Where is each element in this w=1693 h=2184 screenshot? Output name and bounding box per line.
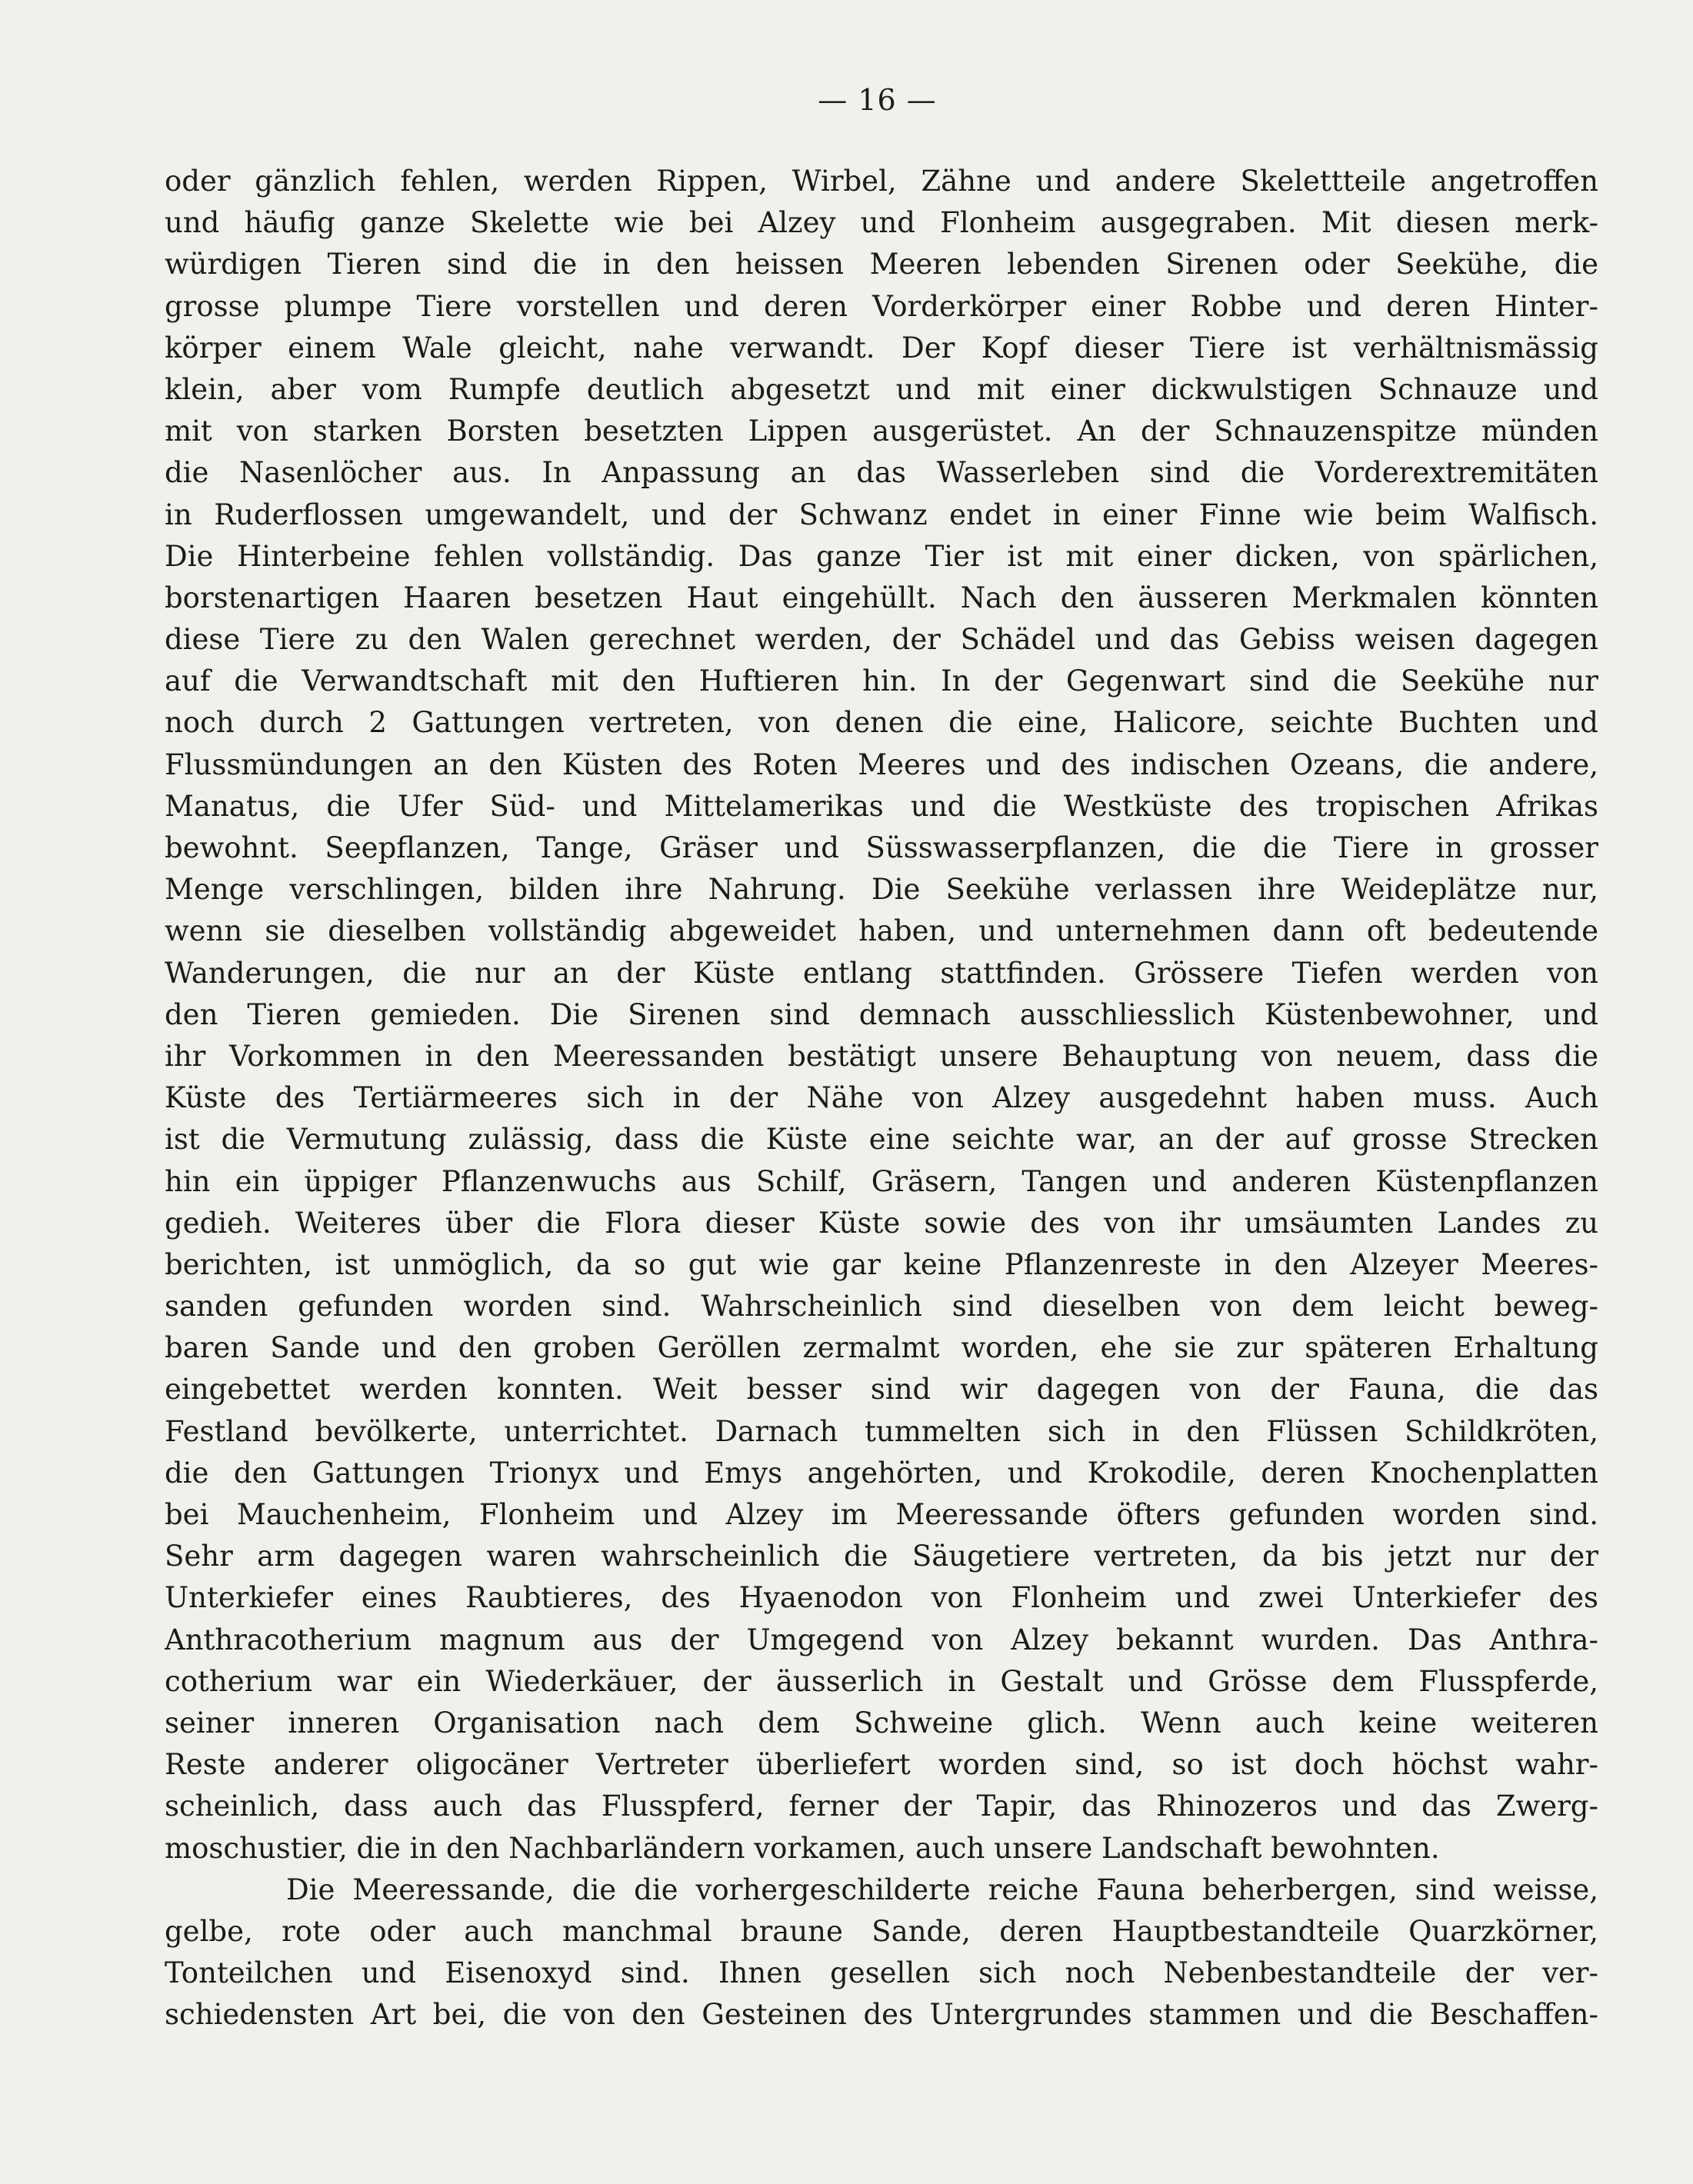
text-line: Menge verschlingen, bilden ihre Nahrung. Die Seekühe verlassen ihre Weideplätze nur,: [165, 873, 1598, 907]
text-line: auf die Verwandtschaft mit den Huftieren hin. In der Gegenwart sind die Seekühe nur: [165, 664, 1598, 698]
page-number: — 16 —: [818, 83, 937, 117]
text-line: Reste anderer oligocäner Vertreter überliefert worden sind, so ist doch höchst wahr-: [165, 1748, 1598, 1782]
text-line: bei Mauchenheim, Flonheim und Alzey im Meeressande öfters gefunden worden sind.: [165, 1498, 1598, 1531]
text-line: schiedensten Art bei, die von den Gesteinen des Untergrundes stammen und die Beschaffen-: [165, 1998, 1598, 2032]
text-line: Anthracotherium magnum aus der Umgegend von Alzey bekannt wurden. Das Anthra-: [165, 1623, 1598, 1656]
text-line: borstenartigen Haaren besetzen Haut eingehüllt. Nach den äusseren Merkmalen könnten: [165, 581, 1598, 614]
text-line: Die Hinterbeine fehlen vollständig. Das ganze Tier ist mit einer dicken, von spärlichen,: [165, 539, 1598, 573]
text-line: die Nasenlöcher aus. In Anpassung an das Wasserleben sind die Vorderextremitäten: [165, 456, 1598, 490]
text-line: gelbe, rote oder auch manchmal braune Sande, deren Hauptbestandteile Quarzkörner,: [165, 1914, 1598, 1948]
text-line: die den Gattungen Trionyx und Emys angehörten, und Krokodile, deren Knochenplatten: [165, 1456, 1598, 1490]
text-line: grosse plumpe Tiere vorstellen und deren Vorderkörper einer Robbe und deren Hinter-: [165, 289, 1598, 323]
text-line: klein, aber vom Rumpfe deutlich abgesetzt und mit einer dickwulstigen Schnauze und: [165, 372, 1598, 406]
text-line: den Tieren gemieden. Die Sirenen sind demnach ausschliesslich Küstenbewohner, und: [165, 997, 1598, 1031]
text-line: Unterkiefer eines Raubtieres, des Hyaenodon von Flonheim und zwei Unterkiefer des: [165, 1581, 1598, 1615]
text-line: noch durch 2 Gattungen vertreten, von denen die eine, Halicore, seichte Buchten und: [165, 706, 1598, 740]
text-line: ist die Vermutung zulässig, dass die Küste eine seichte war, an der auf grosse Strecken: [165, 1123, 1598, 1157]
text-line: Manatus, die Ufer Süd- und Mittelamerikas und die Westküste des tropischen Afrikas: [165, 789, 1598, 823]
text-line: ihr Vorkommen in den Meeressanden bestätigt unsere Behauptung von neuem, dass die: [165, 1039, 1598, 1073]
text-line: diese Tiere zu den Walen gerechnet werden, der Schädel und das Gebiss weisen dagegen: [165, 623, 1598, 657]
text-line: Die Meeressande, die die vorhergeschilderte reiche Fauna beherbergen, sind weisse,: [286, 1873, 1598, 1906]
text-line: seiner inneren Organisation nach dem Schweine glich. Wenn auch keine weiteren: [165, 1706, 1598, 1740]
text-line: berichten, ist unmöglich, da so gut wie gar keine Pflanzenreste in den Alzeyer Meeres-: [165, 1247, 1598, 1281]
paragraph-1: [165, 161, 1598, 1869]
body-text: [165, 161, 1598, 2036]
text-line: eingebettet werden konnten. Weit besser sind wir dagegen von der Fauna, die das: [165, 1373, 1598, 1407]
text-line: sanden gefunden worden sind. Wahrscheinlich sind dieselben von dem leicht beweg-: [165, 1290, 1598, 1323]
text-line: Flussmündungen an den Küsten des Roten Meeres und des indischen Ozeans, die andere,: [165, 747, 1598, 781]
text-line: oder gänzlich fehlen, werden Rippen, Wirbel, Zähne und andere Skelettteile angetroffen: [165, 165, 1598, 198]
text-line: körper einem Wale gleicht, nahe verwandt. Der Kopf dieser Tiere ist verhältnismässig: [165, 331, 1598, 365]
text-line: scheinlich, dass auch das Flusspferd, ferner der Tapir, das Rhinozeros und das Zwerg-: [165, 1789, 1598, 1823]
text-line: cotherium war ein Wiederkäuer, der äusserlich in Gestalt und Grösse dem Flusspferde,: [165, 1664, 1598, 1698]
text-line: Sehr arm dagegen waren wahrscheinlich die Säugetiere vertreten, da bis jetzt nur der: [165, 1540, 1598, 1573]
text-line: Festland bevölkerte, unterrichtet. Darnach tummelten sich in den Flüssen Schildkröten,: [165, 1414, 1598, 1448]
text-line: Tonteilchen und Eisenoxyd sind. Ihnen gesellen sich noch Nebenbestandteile der ver-: [165, 1956, 1598, 1990]
text-line: würdigen Tieren sind die in den heissen Meeren lebenden Sirenen oder Seekühe, die: [165, 248, 1598, 281]
paragraph-2: [165, 1869, 1598, 2036]
text-line: mit von starken Borsten besetzten Lippen ausgerüstet. An der Schnauzenspitze münden: [165, 414, 1598, 448]
text-line: bewohnt. Seepflanzen, Tange, Gräser und Süsswasserpflanzen, die die Tiere in grosser: [165, 831, 1598, 864]
text-line: Wanderungen, die nur an der Küste entlang stattfinden. Grössere Tiefen werden von: [165, 956, 1598, 990]
text-line: Küste des Tertiärmeeres sich in der Nähe von Alzey ausgedehnt haben muss. Auch: [165, 1081, 1598, 1115]
text-line: und häufig ganze Skelette wie bei Alzey und Flonheim ausgegraben. Mit diesen merk-: [165, 206, 1598, 240]
text-line: wenn sie dieselben vollständig abgeweidet haben, und unternehmen dann oft bedeutende: [165, 914, 1598, 948]
text-line: moschustier, die in den Nachbarländern vorkamen, auch unsere Landschaft bewohnten.: [165, 1831, 1440, 1865]
text-line: in Ruderflossen umgewandelt, und der Schwanz endet in einer Finne wie beim Walfisch.: [165, 498, 1598, 531]
text-line: baren Sande und den groben Geröllen zermalmt worden, ehe sie zur späteren Erhaltung: [165, 1331, 1598, 1365]
text-line: hin ein üppiger Pflanzenwuchs aus Schilf, Gräsern, Tangen und anderen Küstenpflanzen: [165, 1164, 1598, 1198]
text-line: gedieh. Weiteres über die Flora dieser Küste sowie des von ihr umsäumten Landes zu: [165, 1206, 1598, 1240]
